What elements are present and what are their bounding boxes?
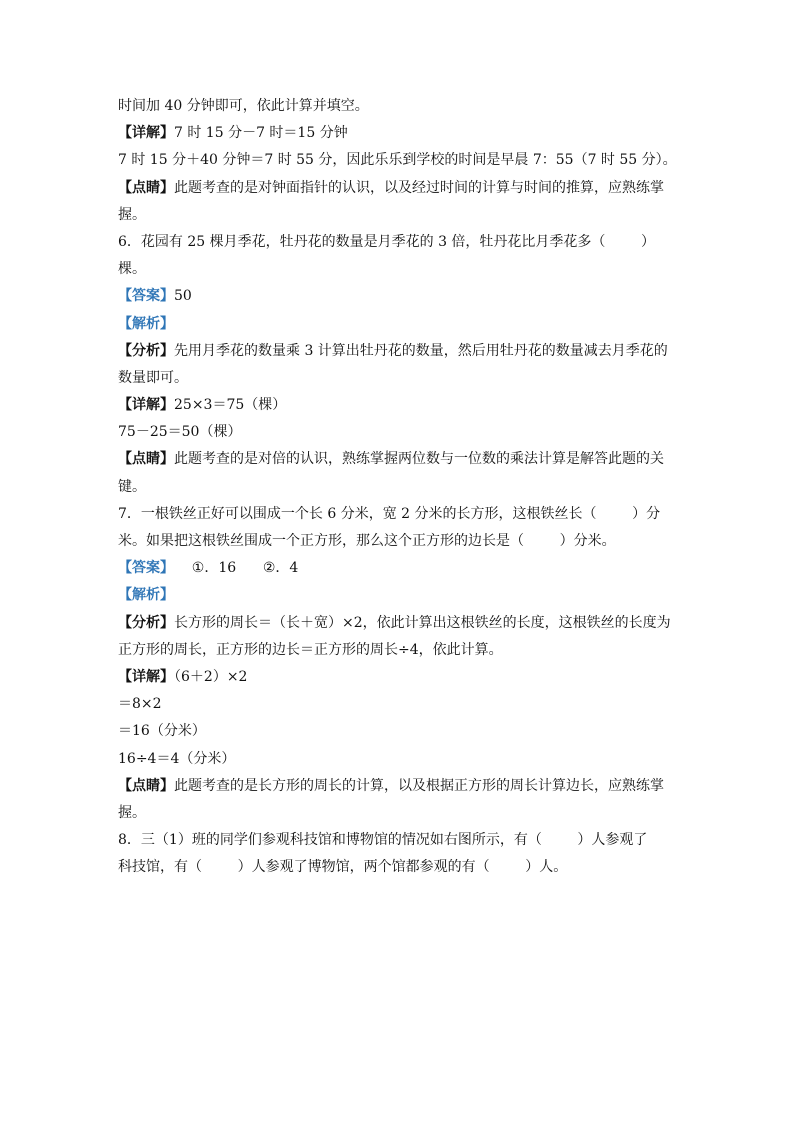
line-text: 6．花园有 25 棵月季花，牡丹花的数量是月季花的 3 倍，牡丹花比月季花多（ ） <box>118 233 656 250</box>
document-line <box>118 365 678 392</box>
document-line <box>118 93 678 120</box>
section-tag: 【答案】 <box>118 560 174 577</box>
document-line <box>118 773 678 800</box>
document-line <box>118 229 678 256</box>
line-text: 16÷4＝4（分米） <box>118 750 236 767</box>
document-line <box>118 528 678 555</box>
document-line <box>118 501 678 528</box>
document-line <box>118 800 678 827</box>
document-line <box>118 175 678 202</box>
line-text: ＝16（分米） <box>118 723 206 740</box>
line-text: 此题考查的是对钟面指针的认识，以及经过时间的计算与时间的推算，应熟练掌 <box>174 179 664 196</box>
line-text: 7．一根铁丝正好可以围成一个长 6 分米，宽 2 分米的长方形，这根铁丝长（ ）分 <box>118 505 661 522</box>
document-line <box>118 147 678 174</box>
line-text: 米。如果把这根铁丝围成一个正方形，那么这个正方形的边长是（ ）分米。 <box>118 533 616 549</box>
line-text: 25×3＝75（棵） <box>174 397 287 414</box>
document-line <box>118 610 678 637</box>
section-tag: 【解析】 <box>118 315 174 332</box>
document-line <box>118 555 678 582</box>
line-text: 科技馆，有（ ）人参观了博物馆，两个馆都参观的有（ ）人。 <box>118 859 568 876</box>
document-line <box>118 120 678 147</box>
document-page <box>118 93 678 881</box>
line-text: 长方形的周长＝（长＋宽）×2，依此计算出这根铁丝的长度，这根铁丝的长度为 <box>174 614 671 631</box>
line-text: 此题考查的是对倍的认识，熟练掌握两位数与一位数的乘法计算是解答此题的关 <box>174 451 664 468</box>
line-text: 7 时 15 分＋40 分钟＝7 时 55 分，因此乐乐到学校的时间是早晨 7：55（7 时 55 分）。 <box>118 152 677 169</box>
document-line <box>118 311 678 338</box>
line-text: 时间加 40 分钟即可，依此计算并填空。 <box>118 98 369 114</box>
document-line <box>118 338 678 365</box>
line-text: （6＋2）×2 <box>174 668 248 685</box>
line-text: 棵。 <box>118 261 146 278</box>
line-text: 50 <box>174 288 192 305</box>
line-text: 先用月季花的数量乘 3 计算出牡丹花的数量，然后用牡丹花的数量减去月季花的 <box>174 342 668 359</box>
line-text: 75－25＝50（棵） <box>118 424 242 441</box>
section-tag: 【详解】 <box>118 397 174 414</box>
section-tag: 【点睛】 <box>118 777 174 794</box>
section-tag: 【点睛】 <box>118 451 174 468</box>
document-line <box>118 718 678 745</box>
section-tag: 【分析】 <box>118 342 174 359</box>
line-text: ＝8×2 <box>118 696 162 713</box>
line-text: 握。 <box>118 206 146 223</box>
document-line <box>118 746 678 773</box>
section-tag: 【答案】 <box>118 288 174 305</box>
document-line <box>118 474 678 501</box>
document-line <box>118 392 678 419</box>
line-text: 此题考查的是长方形的周长的计算，以及根据正方形的周长计算边长，应熟练掌 <box>174 777 664 794</box>
line-text: 键。 <box>118 478 146 495</box>
document-line <box>118 283 678 310</box>
section-tag: 【解析】 <box>118 587 174 604</box>
document-line <box>118 582 678 609</box>
section-tag: 【详解】 <box>118 125 174 142</box>
document-line <box>118 664 678 691</box>
document-line <box>118 256 678 283</box>
document-line <box>118 202 678 229</box>
document-line <box>118 854 678 881</box>
line-text: ①．16 ②．4 <box>174 560 299 577</box>
line-text: 正方形的周长，正方形的边长＝正方形的周长÷4，依此计算。 <box>118 641 503 658</box>
section-tag: 【点睛】 <box>118 179 174 196</box>
line-text: 7 时 15 分－7 时＝15 分钟 <box>174 125 348 142</box>
document-line <box>118 827 678 854</box>
line-text: 数量即可。 <box>118 369 188 386</box>
line-text: 8．三（1）班的同学们参观科技馆和博物馆的情况如右图所示，有（ ）人参观了 <box>118 832 648 849</box>
section-tag: 【详解】 <box>118 668 174 685</box>
section-tag: 【分析】 <box>118 614 174 631</box>
document-line <box>118 446 678 473</box>
document-line <box>118 691 678 718</box>
document-line <box>118 637 678 664</box>
line-text: 握。 <box>118 804 146 821</box>
document-line <box>118 419 678 446</box>
